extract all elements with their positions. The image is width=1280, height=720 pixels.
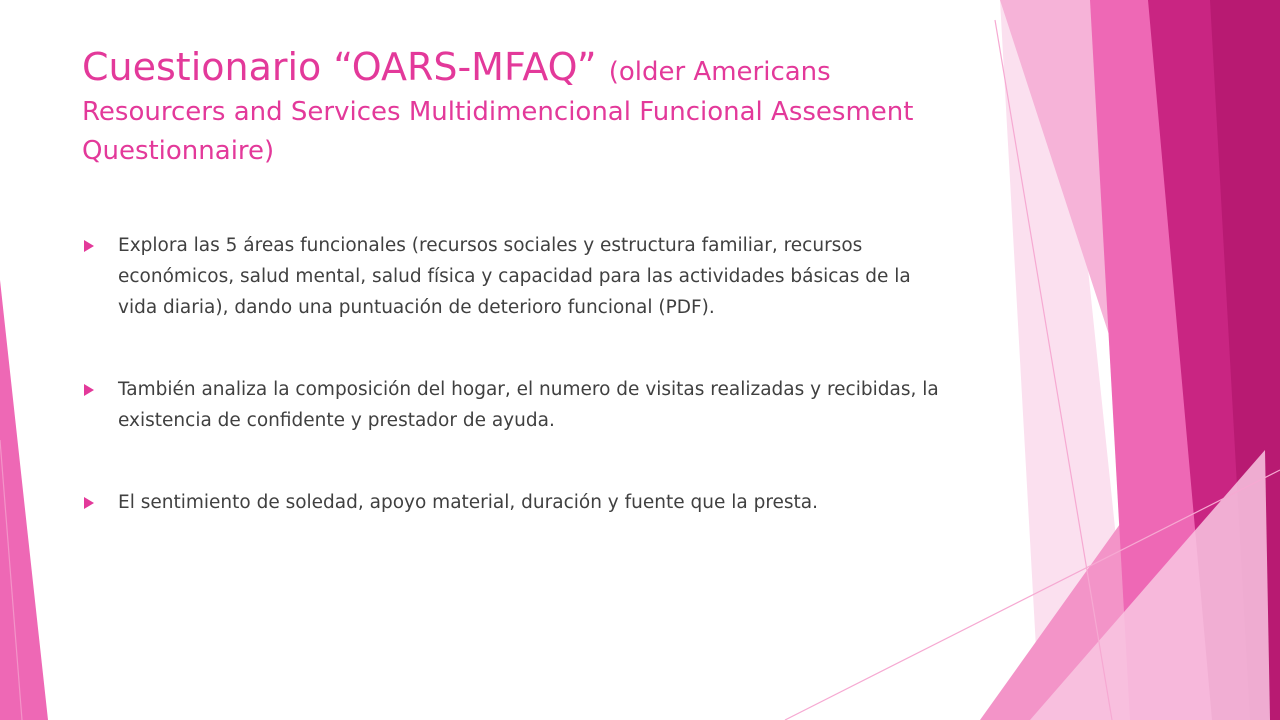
bullet-item bbox=[82, 487, 942, 518]
slide-title bbox=[82, 44, 962, 168]
bullet-list bbox=[82, 230, 942, 518]
title-main: Cuestionario “OARS-MFAQ” bbox=[82, 45, 609, 89]
triangle-bullet-icon bbox=[84, 497, 94, 509]
title-sub: (older Americans Resourcers and Services Multidimencional Funcional Assesment Questionnaire) bbox=[82, 57, 914, 167]
bullet-item bbox=[82, 230, 942, 323]
bullet-text: Explora las 5 áreas funcionales (recursos sociales y estructura familiar, recursos económicos, salud mental, salud física y capacidad para las actividades básicas de la vida diaria), dando una puntuación de deterioro funcional (PDF). bbox=[118, 235, 911, 318]
triangle-bullet-icon bbox=[84, 384, 94, 396]
bullet-text: El sentimiento de soledad, apoyo material, duración y fuente que la presta. bbox=[118, 492, 819, 513]
deco-left-pink-triangle bbox=[0, 280, 48, 720]
bullet-text: También analiza la composición del hogar, el numero de visitas realizadas y recibidas, la existencia de confidente y prestador de ayuda. bbox=[118, 379, 939, 431]
bullet-item bbox=[82, 374, 942, 436]
triangle-bullet-icon bbox=[84, 240, 94, 252]
